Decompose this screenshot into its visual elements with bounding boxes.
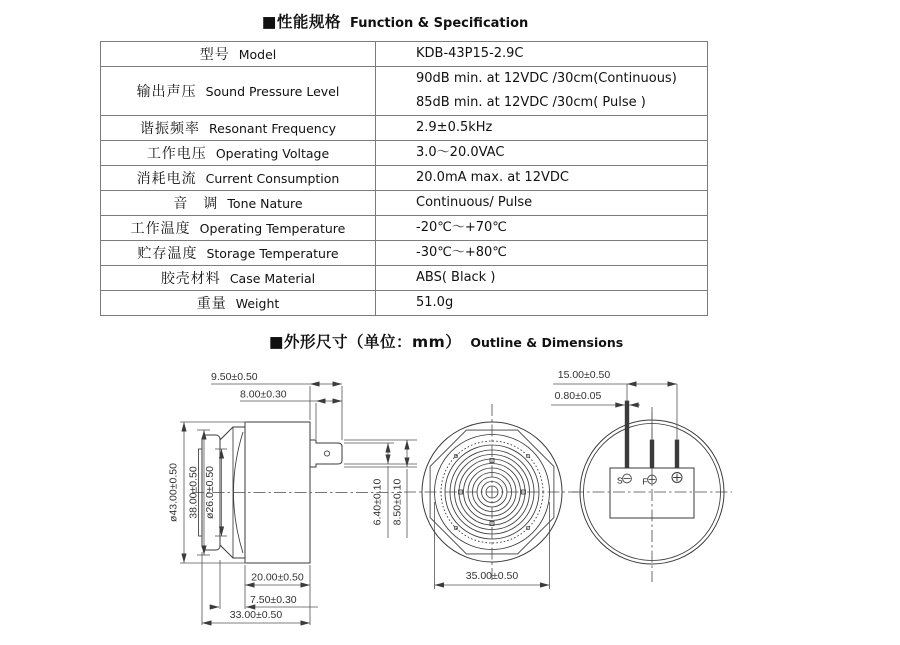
spec-label-cell — [101, 141, 376, 165]
dim-6-4: 6.40±0.10 — [371, 478, 384, 526]
dim-diameter-26: ø26.0±0.50 — [204, 465, 216, 520]
spec-label-cn: 型号 — [199, 47, 230, 63]
spec-label-cn: 谐振频率 — [140, 121, 201, 137]
dim-38: 38.00±0.50 — [187, 466, 200, 519]
table-row — [101, 215, 707, 240]
spec-label-en: Storage Temperature — [206, 245, 339, 261]
side-view — [168, 371, 418, 625]
spec-label-en: Tone Nature — [227, 195, 303, 211]
table-row — [101, 290, 707, 315]
spec-value-cell — [376, 266, 707, 290]
spec-label-en: Current Consumption — [205, 170, 340, 186]
section2-title-cn: ■外形尺寸（单位：mm） — [268, 333, 462, 351]
spec-label-en: Case Material — [229, 270, 316, 286]
spec-value: -20℃～+70℃ — [416, 220, 507, 235]
spec-value: KDB-43P15-2.9C — [416, 46, 524, 61]
section2-title — [0, 330, 896, 352]
spec-value-cell — [376, 141, 707, 165]
dim-9-5: 9.50±0.50 — [211, 371, 258, 383]
spec-label-cn: 胶壳材料 — [160, 271, 221, 287]
spec-value-cell — [376, 67, 707, 115]
section2-title-en: Outline & Dimensions — [470, 335, 624, 350]
spec-label-cn: 贮存温度 — [137, 246, 198, 262]
spec-label-en: Resonant Frequency — [209, 120, 336, 136]
dim-35: 35.00±0.50 — [465, 570, 519, 582]
spec-label-cell — [101, 166, 376, 190]
terminal-s-label: S — [617, 475, 623, 486]
spec-value: 90dB min. at 12VDC /30cm(Continuous) — [416, 71, 677, 86]
table-row — [101, 165, 707, 190]
spec-value: Continuous/ Pulse — [416, 195, 533, 210]
dim-7-5: 7.50±0.30 — [250, 594, 297, 606]
terminal-tab-outline — [310, 440, 342, 467]
spec-label-cell — [101, 241, 376, 265]
spec-value-cell — [376, 291, 707, 315]
spec-label-cn: 重量 — [196, 296, 227, 312]
spec-value: 51.0g — [416, 295, 454, 310]
spec-label-en: Model — [238, 46, 277, 62]
spec-label-cell — [101, 191, 376, 215]
spec-value: -30℃～+80℃ — [416, 245, 507, 260]
spec-value-cell — [376, 166, 707, 190]
spec-label-cell — [101, 67, 376, 115]
table-row — [101, 190, 707, 215]
table-row — [101, 265, 707, 290]
dim-20: 20.00±0.50 — [251, 571, 304, 584]
spec-value: 3.0～20.0VAC — [416, 145, 505, 160]
spec-label-cn: 输出声压 — [136, 84, 197, 100]
spec-value-cell — [376, 42, 707, 66]
spec-label-en: Weight — [235, 295, 280, 311]
spec-label-cell — [101, 291, 376, 315]
spec-value: 20.0mA max. at 12VDC — [416, 170, 569, 185]
spec-value-cell — [376, 116, 707, 140]
front-view — [404, 404, 578, 589]
section1-title — [0, 10, 845, 32]
table-row — [101, 240, 707, 265]
dim-8-5: 8.50±0.10 — [391, 478, 404, 526]
dim-diameter-43: ø43.00±0.50 — [167, 463, 180, 522]
table-row — [101, 115, 707, 140]
table-row — [101, 66, 707, 115]
spec-label-cn: 工作温度 — [130, 221, 191, 237]
table-row — [101, 42, 707, 66]
terminal-f-label: F — [642, 476, 648, 487]
dim-15: 15.00±0.50 — [557, 369, 611, 381]
spec-label-cell — [101, 216, 376, 240]
section1-title-cn: ■性能规格 — [261, 13, 341, 31]
spec-label-cell — [101, 42, 376, 66]
pin-positive — [675, 440, 679, 468]
spec-value: 2.9±0.5kHz — [416, 120, 493, 135]
spec-label-cn: 工作电压 — [146, 146, 207, 162]
spec-value-cell — [376, 241, 707, 265]
spec-value: 85dB min. at 12VDC /30cm( Pulse ) — [416, 95, 646, 110]
spec-label-cell — [101, 116, 376, 140]
pin-negative — [625, 401, 629, 468]
back-view — [551, 369, 732, 582]
table-row — [101, 140, 707, 165]
dim-0-8: 0.80±0.05 — [554, 390, 602, 402]
tab-hole — [324, 451, 329, 456]
spec-label-en: Sound Pressure Level — [205, 83, 340, 99]
spec-label-cn: 音 调 — [173, 196, 219, 212]
spec-label-en: Operating Temperature — [199, 220, 346, 236]
spec-label-cn: 消耗电流 — [136, 171, 197, 187]
dim-8-0: 8.00±0.30 — [240, 388, 287, 401]
spec-label-en: Operating Voltage — [215, 145, 330, 161]
outline-dimensions-drawing — [0, 352, 900, 645]
spec-value-cell — [376, 191, 707, 215]
dim-33: 33.00±0.50 — [229, 609, 283, 621]
section1-title-en: Function & Specification — [349, 16, 529, 31]
spec-table — [100, 41, 708, 316]
spec-value-cell — [376, 216, 707, 240]
pin-feedback — [650, 440, 654, 468]
spec-label-cell — [101, 266, 376, 290]
spec-value: ABS( Black ) — [416, 270, 496, 285]
